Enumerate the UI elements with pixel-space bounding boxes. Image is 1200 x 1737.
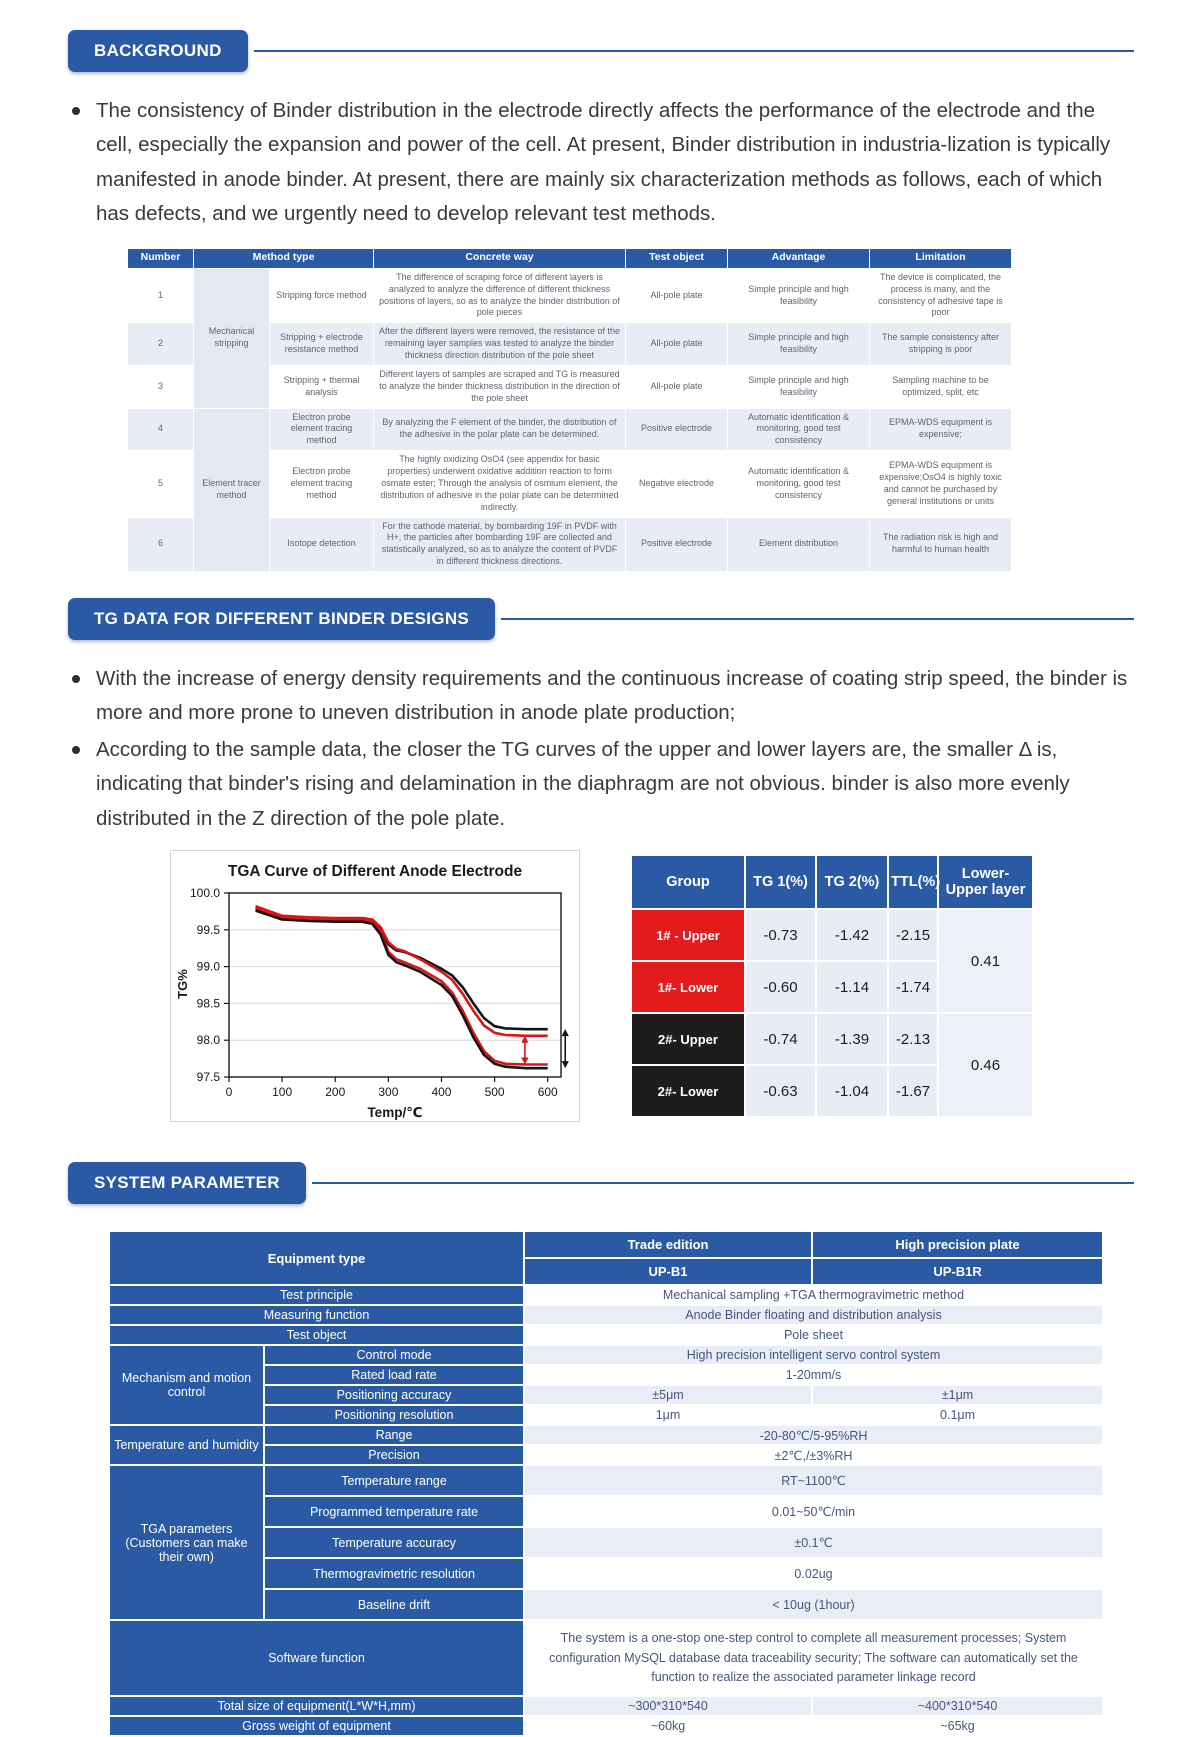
cell-number: 2 bbox=[128, 323, 194, 366]
cell-group-1-upper: 1# - Upper bbox=[631, 909, 745, 961]
table-row bbox=[631, 1013, 1033, 1065]
cell-method: Electron probe element tracing method bbox=[270, 451, 374, 517]
cell-concrete: The highly oxidizing OsO4 (see appendix for basic properties) underwent oxidative addition reaction to form osmate ester; Through the analysis of osmium element, the distribution of adhesive in the polar plate can be determined indirectly. bbox=[374, 451, 626, 517]
col-header-group: Group bbox=[631, 855, 745, 909]
svg-text:500: 500 bbox=[484, 1085, 505, 1100]
cell-method-group: Element tracer method bbox=[194, 408, 270, 572]
cell-ttl: -2.15 bbox=[888, 909, 938, 961]
svg-text:100: 100 bbox=[272, 1085, 293, 1100]
row-value-up-b1r: ±1μm bbox=[812, 1385, 1103, 1405]
col-header-tg2: TG 2(%) bbox=[816, 855, 888, 909]
row-value: ±2℃,/±3%RH bbox=[524, 1445, 1103, 1465]
cell-delta-2: 0.46 bbox=[938, 1013, 1033, 1117]
cell-limitation: EPMA-WDS equipment is expensive; bbox=[870, 408, 1012, 451]
row-value-up-b1r: ~400*310*540 bbox=[812, 1696, 1103, 1716]
cell-advantage: Simple principle and high feasibility bbox=[728, 323, 870, 366]
methods-header-row bbox=[128, 248, 1012, 268]
cell-test-object: Positive electrode bbox=[626, 408, 728, 451]
cell-method: Electron probe element tracing method bbox=[270, 408, 374, 451]
bullet-dot-icon bbox=[72, 107, 80, 115]
row-label: Thermogravimetric resolution bbox=[264, 1558, 524, 1589]
svg-text:98.5: 98.5 bbox=[196, 996, 220, 1011]
cell-ttl: -1.74 bbox=[888, 961, 938, 1013]
row-value-up-b1: ~300*310*540 bbox=[524, 1696, 812, 1716]
tg-header-row bbox=[631, 855, 1033, 909]
row-label: Temperature accuracy bbox=[264, 1527, 524, 1558]
cell-method: Stripping force method bbox=[270, 268, 374, 323]
row-value: Mechanical sampling +TGA thermogravimetric method bbox=[524, 1285, 1103, 1305]
row-value: -20-80℃/5-95%RH bbox=[524, 1425, 1103, 1445]
group-label-temp-humidity: Temperature and humidity bbox=[109, 1425, 264, 1465]
tga-chart-panel bbox=[170, 850, 580, 1122]
cell-advantage: Element distribution bbox=[728, 517, 870, 572]
cell-advantage: Automatic identification & monitoring, good test consistency bbox=[728, 408, 870, 451]
table-row bbox=[128, 408, 1012, 451]
cell-tg1: -0.63 bbox=[745, 1065, 816, 1117]
cell-tg2: -1.39 bbox=[816, 1013, 888, 1065]
tg-data-title: TG DATA FOR DIFFERENT BINDER DESIGNS bbox=[68, 598, 495, 640]
table-row bbox=[109, 1465, 1103, 1496]
cell-method: Stripping + electrode resistance method bbox=[270, 323, 374, 366]
svg-text:200: 200 bbox=[325, 1085, 346, 1100]
methods-table bbox=[127, 248, 1012, 572]
cell-tg2: -1.14 bbox=[816, 961, 888, 1013]
svg-text:300: 300 bbox=[378, 1085, 399, 1100]
cell-limitation: Sampling machine to be optimized, split, etc bbox=[870, 365, 1012, 408]
cell-limitation: The sample consistency after stripping is poor bbox=[870, 323, 1012, 366]
row-label: Gross weight of equipment bbox=[109, 1716, 524, 1736]
table-row bbox=[109, 1305, 1103, 1325]
header-rule-line bbox=[254, 50, 1134, 52]
cell-number: 1 bbox=[128, 268, 194, 323]
row-label: Range bbox=[264, 1425, 524, 1445]
cell-concrete: After the different layers were removed, the resistance of the remaining layer samples was tested to analyze the binder thickness direction distribution of the pole sheet bbox=[374, 323, 626, 366]
equipment-type-header: Equipment type bbox=[109, 1231, 524, 1285]
cell-limitation: The device is complicated, the process is many, and the consistency of adhesive tape is poor bbox=[870, 268, 1012, 323]
col-header-lower-upper: Lower-Upper layer bbox=[938, 855, 1033, 909]
row-label: Software function bbox=[109, 1620, 524, 1696]
cell-advantage: Simple principle and high feasibility bbox=[728, 365, 870, 408]
cell-limitation: The radiation risk is high and harmful to human health bbox=[870, 517, 1012, 572]
bullet-text: According to the sample data, the closer the TG curves of the upper and lower layers are, the smaller Δ is, indicating that binder's rising and delamination in the diaphragm are not obvious. binder is also more evenly distributed in the Z direction of the pole plate. bbox=[96, 737, 1070, 830]
row-value: 0.02ug bbox=[524, 1558, 1103, 1589]
row-value-up-b1r: 0.1μm bbox=[812, 1405, 1103, 1425]
cell-limitation: EPMA-WDS equipment is expensive;OsO4 is highly toxic and cannot be purchased by general institutions or units bbox=[870, 451, 1012, 517]
row-label: Programmed temperature rate bbox=[264, 1496, 524, 1527]
row-value: 1-20mm/s bbox=[524, 1365, 1103, 1385]
row-value-up-b1r: ~65kg bbox=[812, 1716, 1103, 1736]
background-title: BACKGROUND bbox=[68, 30, 248, 72]
col-header-ttl: TTL(%) bbox=[888, 855, 938, 909]
cell-concrete: Different layers of samples are scraped and TG is measured to analyze the binder thickness distribution in the direction of the pole sheet bbox=[374, 365, 626, 408]
trade-edition-header: Trade edition bbox=[524, 1231, 812, 1258]
header-rule-line bbox=[312, 1182, 1134, 1184]
cell-test-object: Negative electrode bbox=[626, 451, 728, 517]
svg-text:400: 400 bbox=[431, 1085, 452, 1100]
cell-tg1: -0.73 bbox=[745, 909, 816, 961]
tg-figure-row bbox=[170, 850, 1200, 1122]
row-value: The system is a one-stop one-step control to complete all measurement processes; System configuration MySQL database data traceability security; The software can automatically set the function to realize the associated parameter linkage record bbox=[524, 1620, 1103, 1696]
col-header-number: Number bbox=[128, 248, 194, 268]
cell-tg2: -1.42 bbox=[816, 909, 888, 961]
row-label: Measuring function bbox=[109, 1305, 524, 1325]
row-label: Test principle bbox=[109, 1285, 524, 1305]
cell-group-1-lower: 1#- Lower bbox=[631, 961, 745, 1013]
cell-ttl: -2.13 bbox=[888, 1013, 938, 1065]
cell-method-group: Mechanical stripping bbox=[194, 268, 270, 408]
cell-tg2: -1.04 bbox=[816, 1065, 888, 1117]
table-row bbox=[109, 1425, 1103, 1445]
svg-text:98.0: 98.0 bbox=[196, 1033, 220, 1048]
svg-text:600: 600 bbox=[537, 1085, 558, 1100]
cell-group-2-upper: 2#- Upper bbox=[631, 1013, 745, 1065]
row-value: 0.01~50℃/min bbox=[524, 1496, 1103, 1527]
row-label: Positioning resolution bbox=[264, 1405, 524, 1425]
row-label: Precision bbox=[264, 1445, 524, 1465]
cell-concrete: By analyzing the F element of the binder, the distribution of the adhesive in the polar plate can be determined. bbox=[374, 408, 626, 451]
cell-test-object: All-pole plate bbox=[626, 323, 728, 366]
bullet-text: With the increase of energy density requirements and the continuous increase of coating strip speed, the binder is more and more prone to uneven distribution in anode plate production; bbox=[96, 667, 1128, 725]
row-value: < 10ug (1hour) bbox=[524, 1589, 1103, 1620]
col-header-method-type: Method type bbox=[194, 248, 374, 268]
table-row bbox=[631, 909, 1033, 961]
bullet-text: The consistency of Binder distribution in the electrode directly affects the performance of the electrode and the cell, especially the expansion and power of the cell. At present, Binder distribution in industria-lization is typically manifested in anode binder. At present, there are mainly six characterization methods as follows, each of which has defects, and we urgently need to develop relevant test methods. bbox=[96, 99, 1111, 226]
cell-number: 4 bbox=[128, 408, 194, 451]
bullet-dot-icon bbox=[72, 746, 80, 754]
svg-text:99.0: 99.0 bbox=[196, 959, 220, 974]
row-label: Test object bbox=[109, 1325, 524, 1345]
background-section-header bbox=[68, 0, 1134, 72]
cell-advantage: Simple principle and high feasibility bbox=[728, 268, 870, 323]
cell-concrete: For the cathode material, by bombarding 19F in PVDF with H+, the particles after bombarding 19F are collected and statistically analyzed, so as to analyze the content of PVDF in different thickness directions. bbox=[374, 517, 626, 572]
col-header-limitation: Limitation bbox=[870, 248, 1012, 268]
svg-text:100.0: 100.0 bbox=[189, 886, 220, 901]
system-parameter-title: SYSTEM PARAMETER bbox=[68, 1162, 306, 1204]
table-row bbox=[128, 268, 1012, 323]
tg-data-bullets bbox=[68, 662, 1134, 836]
group-label-mechanism: Mechanism and motion control bbox=[109, 1345, 264, 1425]
model-up-b1r: UP-B1R bbox=[812, 1258, 1103, 1285]
tga-chart-svg bbox=[171, 881, 581, 1123]
row-value: ±0.1℃ bbox=[524, 1527, 1103, 1558]
bullet-item bbox=[68, 662, 1134, 731]
row-value: Pole sheet bbox=[524, 1325, 1103, 1345]
svg-text:97.5: 97.5 bbox=[196, 1070, 220, 1085]
system-parameter-section-header bbox=[68, 1122, 1134, 1204]
row-label: Total size of equipment(L*W*H,mm) bbox=[109, 1696, 524, 1716]
cell-number: 6 bbox=[128, 517, 194, 572]
header-rule-line bbox=[501, 618, 1134, 620]
table-row bbox=[109, 1620, 1103, 1696]
table-row bbox=[109, 1325, 1103, 1345]
bullet-item bbox=[68, 733, 1134, 836]
col-header-concrete-way: Concrete way bbox=[374, 248, 626, 268]
table-row bbox=[109, 1345, 1103, 1365]
cell-advantage: Automatic identification & monitoring, good test consistency bbox=[728, 451, 870, 517]
tg-data-section-header bbox=[68, 572, 1134, 640]
table-row bbox=[109, 1716, 1103, 1736]
cell-test-object: All-pole plate bbox=[626, 268, 728, 323]
cell-method: Stripping + thermal analysis bbox=[270, 365, 374, 408]
row-label: Temperature range bbox=[264, 1465, 524, 1496]
row-value: High precision intelligent servo control system bbox=[524, 1345, 1103, 1365]
param-header-row bbox=[109, 1231, 1103, 1258]
row-label: Rated load rate bbox=[264, 1365, 524, 1385]
table-row bbox=[109, 1285, 1103, 1305]
cell-ttl: -1.67 bbox=[888, 1065, 938, 1117]
chart-xlabel: Temp/℃ bbox=[367, 1105, 423, 1121]
high-precision-header: High precision plate bbox=[812, 1231, 1103, 1258]
chart-ylabel: TG% bbox=[175, 969, 190, 999]
row-value-up-b1: 1μm bbox=[524, 1405, 812, 1425]
row-value: Anode Binder floating and distribution analysis bbox=[524, 1305, 1103, 1325]
cell-tg1: -0.60 bbox=[745, 961, 816, 1013]
system-parameter-table bbox=[108, 1230, 1104, 1737]
svg-text:99.5: 99.5 bbox=[196, 922, 220, 937]
cell-number: 3 bbox=[128, 365, 194, 408]
cell-test-object: All-pole plate bbox=[626, 365, 728, 408]
col-header-tg1: TG 1(%) bbox=[745, 855, 816, 909]
col-header-test-object: Test object bbox=[626, 248, 728, 268]
bullet-dot-icon bbox=[72, 675, 80, 683]
cell-delta-1: 0.41 bbox=[938, 909, 1033, 1013]
table-row bbox=[109, 1696, 1103, 1716]
row-label: Baseline drift bbox=[264, 1589, 524, 1620]
cell-tg1: -0.74 bbox=[745, 1013, 816, 1065]
row-label: Control mode bbox=[264, 1345, 524, 1365]
tg-results-table bbox=[630, 854, 1034, 1118]
cell-method: Isotope detection bbox=[270, 517, 374, 572]
cell-group-2-lower: 2#- Lower bbox=[631, 1065, 745, 1117]
row-value-up-b1: ±5μm bbox=[524, 1385, 812, 1405]
svg-text:0: 0 bbox=[225, 1085, 233, 1100]
cell-number: 5 bbox=[128, 451, 194, 517]
model-up-b1: UP-B1 bbox=[524, 1258, 812, 1285]
row-value-up-b1: ~60kg bbox=[524, 1716, 812, 1736]
bullet-item bbox=[68, 94, 1134, 232]
group-label-tga-parameters: TGA parameters (Customers can make their own) bbox=[109, 1465, 264, 1620]
col-header-advantage: Advantage bbox=[728, 248, 870, 268]
chart-title: TGA Curve of Different Anode Electrode bbox=[227, 863, 523, 881]
cell-concrete: The difference of scraping force of different layers is analyzed to analyze the difference of different thickness positions of layers, so as to analyze the binder distribution of pole pieces bbox=[374, 268, 626, 323]
row-value: RT~1100℃ bbox=[524, 1465, 1103, 1496]
background-bullets bbox=[68, 94, 1134, 232]
cell-test-object: Positive electrode bbox=[626, 517, 728, 572]
row-label: Positioning accuracy bbox=[264, 1385, 524, 1405]
